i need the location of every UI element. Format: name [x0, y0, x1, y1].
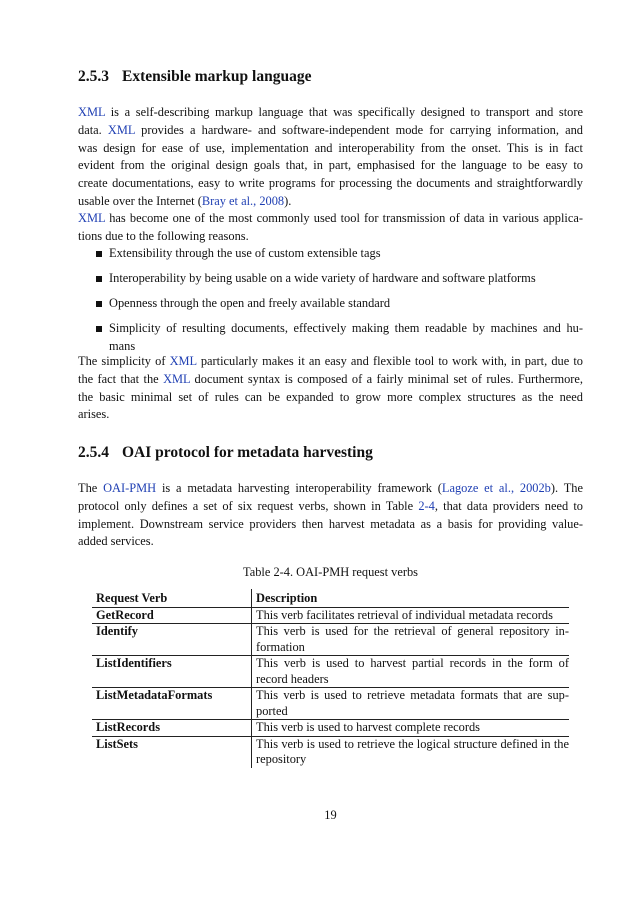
description-cell: This verb is used to harvest partial records in the form of record headers [252, 656, 570, 688]
request-verbs-table [92, 589, 569, 768]
table-row [92, 736, 569, 768]
citation-link[interactable]: XML [163, 371, 191, 386]
section-title: Extensible markup language [122, 68, 312, 85]
table-header-row [92, 589, 569, 607]
verb-cell: ListSets [92, 736, 252, 768]
bullet-square-icon [96, 326, 102, 332]
text-line: the basic minimal set of rules can be expanded to grow more complex structures as the need [78, 389, 583, 404]
bullet-square-icon [96, 301, 102, 307]
bullet-square-icon [96, 251, 102, 257]
verb-cell: ListRecords [92, 720, 252, 737]
page-number: 19 [324, 808, 337, 822]
column-header-description: Description [252, 589, 570, 607]
description-cell: This verb is used to retrieve the logical structure defined in the repository [252, 736, 570, 768]
section-number: 2.5.4 [78, 444, 109, 461]
section-number: 2.5.3 [78, 68, 109, 85]
verb-cell: Identify [92, 624, 252, 656]
text-line: Openness through the open and freely available standard [109, 296, 391, 310]
table-row [92, 656, 569, 688]
verb-cell: GetRecord [92, 607, 252, 624]
text-line: added services. [78, 534, 154, 549]
paragraph-xml-intro [78, 104, 583, 211]
bullet-square-icon [96, 276, 102, 282]
text-line: arises. [78, 407, 110, 422]
table-caption: Table 2-4. OAI-PMH request verbs [243, 565, 418, 579]
description-cell: This verb is used to retrieve metadata formats that are sup- ported [252, 688, 570, 720]
list-item-text [109, 270, 583, 288]
section-heading-2-5-3 [78, 68, 311, 86]
paragraph-oai-pmh [78, 480, 583, 551]
paragraph-xml-simplicity [78, 353, 583, 424]
description-cell: This verb is used for the retrieval of general repository in- formation [252, 624, 570, 656]
citation-link[interactable]: XML [169, 354, 197, 368]
section-heading-2-5-4 [78, 444, 373, 462]
text-line: the fact that the XML document syntax is composed of a fairly minimal set of rules. Furthermore, [78, 371, 583, 386]
text-line: tions due to the following reasons. [78, 228, 249, 243]
citation-link[interactable]: 2-4 [418, 498, 435, 513]
citation-link[interactable]: OAI-PMH [103, 481, 157, 495]
citation-link[interactable]: Bray et al., 2008 [201, 193, 285, 208]
list-item-text [109, 320, 583, 356]
text-line: XML has become one of the most commonly used tool for transmission of data in various applica- [78, 211, 583, 225]
paragraph-xml-reasons [78, 210, 583, 246]
text-line: evident from the original design goals that, in part, emphasised for the language to be easy to [78, 158, 583, 173]
list-item-text [109, 245, 583, 263]
description-cell: This verb is used to harvest complete records [252, 720, 570, 737]
text-line: data. XML provides a hardware- and software-independent mode for carrying information, and [78, 122, 583, 137]
citation-link[interactable]: XML [107, 122, 135, 137]
text-line: The simplicity of XML particularly makes it an easy and flexible tool to work with, in part, due to [78, 354, 583, 368]
column-header-verb: Request Verb [96, 591, 168, 605]
table-row [92, 688, 569, 720]
text-line: was design for ease of use, implementation and interoperability from the onset. This is in fact [78, 140, 583, 155]
text-line: Interoperability by being usable on a wide variety of hardware and software platforms [109, 271, 536, 285]
text-line: The OAI-PMH is a metadata harvesting interoperability framework (Lagoze et al., 2002b). The [78, 481, 583, 495]
citation-link[interactable]: XML [78, 105, 106, 119]
verb-cell: ListIdentifiers [92, 656, 252, 688]
table-row [92, 607, 569, 624]
text-line: Extensibility through the use of custom extensible tags [109, 246, 381, 260]
text-line: usable over the Internet (Bray et al., 2008). [78, 193, 292, 208]
citation-link[interactable]: Lagoze et al., 2002b [441, 481, 551, 495]
description-cell: This verb facilitates retrieval of individual metadata records [252, 607, 570, 624]
text-line: implement. Downstream service providers then harvest metadata as a basis for providing value- [78, 516, 583, 531]
verb-cell: ListMetadataFormats [92, 688, 252, 720]
table-row [92, 624, 569, 656]
text-line: Simplicity of resulting documents, effectively making them readable by machines and hu- [109, 321, 583, 335]
text-line: XML is a self-describing markup language that was specifically designed to transport and store [78, 105, 583, 119]
list-item-text [109, 295, 583, 313]
text-line: create documentations, easy to write programs for processing the documents and straightforwardly [78, 176, 583, 191]
section-title: OAI protocol for metadata harvesting [122, 444, 373, 461]
text-line: mans [109, 338, 136, 353]
citation-link[interactable]: XML [78, 211, 106, 225]
text-line: protocol only defines a set of six request verbs, shown in Table 2-4, that data providers need to [78, 498, 583, 513]
table-row [92, 720, 569, 737]
